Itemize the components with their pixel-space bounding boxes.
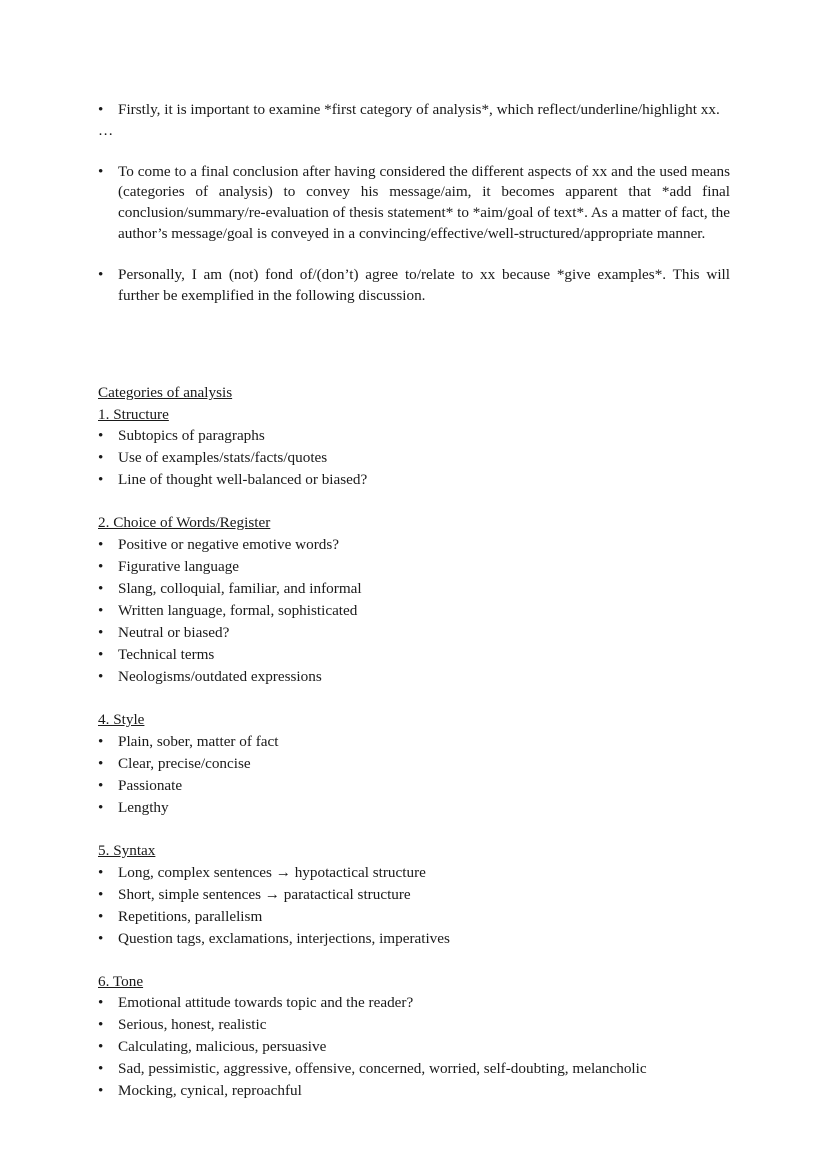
bullet-icon: •	[98, 929, 104, 947]
bullet-icon: •	[98, 580, 104, 598]
category-section	[98, 840, 730, 950]
list-item-text: Plain, sober, matter of fact	[118, 732, 279, 750]
list-item	[98, 1014, 730, 1036]
list-item	[98, 622, 730, 644]
bullet-icon: •	[98, 646, 104, 664]
bullet-icon: •	[98, 1016, 104, 1034]
bullet-icon: •	[98, 101, 104, 118]
list-item-text: Neologisms/outdated expressions	[118, 668, 322, 686]
list-item-text: Lengthy	[118, 798, 169, 816]
bullet-list	[98, 534, 730, 688]
section-title: 1. Structure	[98, 405, 169, 423]
list-item-text: Technical terms	[118, 646, 215, 664]
list-item	[98, 731, 730, 753]
section-title: 4. Style	[98, 711, 145, 729]
list-item	[98, 775, 730, 797]
list-item-text: Mocking, cynical, reproachful	[118, 1082, 302, 1100]
intro-bullet-1	[98, 100, 730, 121]
list-item-text: Clear, precise/concise	[118, 754, 251, 772]
intro-section	[98, 100, 730, 306]
list-item-text: Line of thought well-balanced or biased?	[118, 471, 368, 489]
list-item-text: Passionate	[118, 776, 183, 794]
list-item	[98, 425, 730, 447]
bullet-icon: •	[98, 732, 104, 750]
bullet-icon: •	[98, 558, 104, 576]
intro-paragraph-3: Personally, I am (not) fond of/(don’t) agree to/relate to xx because *give examples*. This will further be exemplified in the following discussion.	[118, 265, 730, 304]
list-item	[98, 469, 730, 491]
list-item-text: Use of examples/stats/facts/quotes	[118, 449, 328, 467]
category-section	[98, 404, 730, 492]
list-item-text: Repetitions, parallelism	[118, 907, 263, 925]
bullet-icon: •	[98, 449, 104, 467]
bullet-icon: •	[98, 798, 104, 816]
bullet-icon: •	[98, 427, 104, 445]
section-title: 5. Syntax	[98, 841, 156, 859]
bullet-icon: •	[98, 907, 104, 925]
list-item	[98, 447, 730, 469]
list-item-text: Serious, honest, realistic	[118, 1016, 267, 1034]
bullet-icon: •	[98, 162, 104, 180]
bullet-icon: •	[98, 624, 104, 642]
bullet-list	[98, 992, 730, 1102]
list-item	[98, 906, 730, 928]
bullet-icon: •	[98, 1038, 104, 1056]
list-item	[98, 992, 730, 1014]
bullet-icon: •	[98, 776, 104, 794]
list-item	[98, 862, 730, 884]
intro-paragraph-2: To come to a final conclusion after having considered the different aspects of xx and the used means (categories of analysis) to convey his message/aim, it becomes apparent that *add final conclusion/summary/re-evaluation of thesis statement* to *aim/goal of text*. As a matter of fact, the author’s message/goal is conveyed in a convincing/effective/well-structured/appropriate manner.	[118, 162, 730, 242]
list-item-text: Emotional attitude towards topic and the reader?	[118, 994, 414, 1012]
list-item	[98, 578, 730, 600]
list-item	[98, 1080, 730, 1102]
section-title: 2. Choice of Words/Register	[98, 514, 271, 532]
category-section	[98, 709, 730, 819]
list-item	[98, 556, 730, 578]
bullet-icon: •	[98, 668, 104, 686]
list-item	[98, 884, 730, 906]
bullet-list	[98, 731, 730, 819]
category-section	[98, 512, 730, 688]
bullet-icon: •	[98, 1082, 104, 1100]
bullet-icon: •	[98, 885, 104, 903]
list-item-text: Figurative language	[118, 558, 240, 576]
bullet-list	[98, 862, 730, 950]
bullet-icon: •	[98, 1060, 104, 1078]
section-title: 6. Tone	[98, 972, 144, 990]
list-item-text: Sad, pessimistic, aggressive, offensive, concerned, worried, self-doubting, melancholic	[118, 1060, 647, 1078]
intro-bullet-2	[98, 162, 730, 245]
list-item	[98, 753, 730, 775]
list-item	[98, 797, 730, 819]
list-item-text: Neutral or biased?	[118, 624, 230, 642]
bullet-icon: •	[98, 471, 104, 489]
list-item	[98, 1058, 730, 1080]
bullet-icon: •	[98, 863, 104, 881]
list-item	[98, 928, 730, 950]
intro-bullet-3	[98, 265, 730, 307]
bullet-icon: •	[98, 536, 104, 554]
intro-paragraph-1: Firstly, it is important to examine *first category of analysis*, which reflect/underline/highlight xx.	[118, 101, 720, 118]
bullet-icon: •	[98, 994, 104, 1012]
list-item-text: Slang, colloquial, familiar, and informal	[118, 580, 362, 598]
categories-section	[98, 382, 730, 1102]
bullet-icon: •	[98, 265, 104, 283]
list-item-text: Positive or negative emotive words?	[118, 536, 340, 554]
bullet-list	[98, 425, 730, 491]
list-item	[98, 666, 730, 688]
list-item	[98, 600, 730, 622]
bullet-icon: •	[98, 602, 104, 620]
list-item	[98, 644, 730, 666]
list-item-text: Subtopics of paragraphs	[118, 427, 265, 445]
list-item-text: Short, simple sentences → paratactical structure	[118, 885, 411, 903]
bullet-icon: •	[98, 754, 104, 772]
ellipsis: …	[98, 121, 114, 139]
list-item-text: Calculating, malicious, persuasive	[118, 1038, 327, 1056]
category-section	[98, 971, 730, 1103]
list-item	[98, 1036, 730, 1058]
categories-title: Categories of analysis	[98, 384, 233, 401]
list-item	[98, 534, 730, 556]
list-item-text: Question tags, exclamations, interjections, imperatives	[118, 929, 450, 947]
list-item-text: Long, complex sentences → hypotactical structure	[118, 863, 426, 881]
list-item-text: Written language, formal, sophisticated	[118, 602, 358, 620]
